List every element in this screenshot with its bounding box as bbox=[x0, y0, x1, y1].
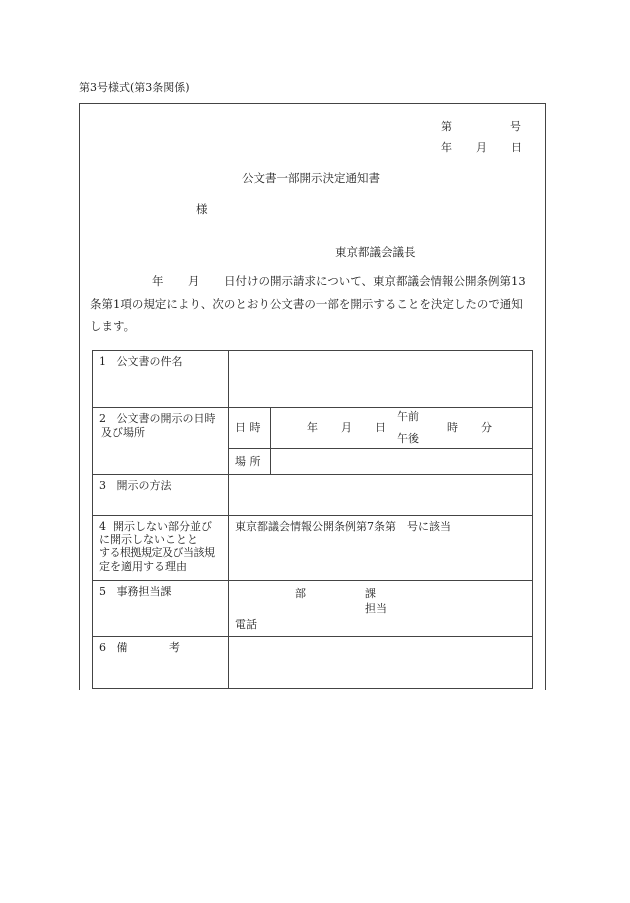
table-row bbox=[93, 581, 533, 637]
table-row bbox=[93, 351, 533, 408]
reason-label-line2: に開示しないことと bbox=[99, 533, 198, 547]
subject-value[interactable] bbox=[229, 351, 533, 408]
section-suffix: 課 bbox=[365, 587, 376, 600]
dt-hour: 時 bbox=[447, 421, 458, 434]
method-value[interactable] bbox=[229, 475, 533, 516]
dt-am: 午前 bbox=[397, 410, 419, 423]
reason-label-line3: する根拠規定及び当該規 bbox=[99, 546, 215, 560]
table-row bbox=[93, 637, 533, 689]
method-label: 開示の方法 bbox=[116, 479, 172, 492]
reason-text: 東京都議会情報公開条例第7条第 号に該当 bbox=[235, 520, 451, 533]
date-year: 年 bbox=[441, 141, 452, 154]
place-label: 場 所 bbox=[235, 454, 261, 468]
addressee-suffix: 様 bbox=[196, 202, 208, 216]
remarks-label-b: 考 bbox=[169, 641, 180, 654]
datetime-label-cell bbox=[229, 408, 271, 449]
row1-label bbox=[93, 351, 229, 408]
contact-dept-value[interactable] bbox=[229, 581, 533, 637]
row-number: 4 bbox=[99, 520, 106, 533]
dt-pm: 午後 bbox=[397, 432, 419, 445]
reason-label-line4: 定を適用する理由 bbox=[99, 559, 187, 573]
datetime-place-label-b: 及び場所 bbox=[101, 425, 145, 439]
row3-label bbox=[93, 475, 229, 516]
row-number: 6 bbox=[99, 641, 106, 654]
dt-year: 年 bbox=[307, 421, 318, 434]
table-row bbox=[93, 475, 533, 516]
body-line2: 条第1項の規定により、次のとおり公文書の一部を開示することを決定したので通知 bbox=[90, 297, 523, 311]
phone-label: 電話 bbox=[235, 618, 257, 631]
contact-dept-label: 事務担当課 bbox=[116, 585, 172, 598]
body-month: 月 bbox=[188, 274, 200, 288]
remarks-value[interactable] bbox=[229, 637, 533, 689]
datetime-place-label-a: 公文書の開示の日時 bbox=[116, 412, 216, 425]
remarks-label-a: 備 bbox=[116, 641, 128, 654]
date-month: 月 bbox=[476, 141, 487, 154]
form-number: 第3号様式(第3条関係) bbox=[79, 81, 190, 94]
table-row bbox=[93, 516, 533, 581]
dept-suffix: 部 bbox=[295, 587, 306, 600]
disclosure-table bbox=[92, 350, 533, 689]
body-year: 年 bbox=[152, 274, 164, 288]
reason-label-line1: 開示しない部分並び bbox=[113, 520, 212, 533]
datetime-label: 日 時 bbox=[235, 421, 261, 435]
datetime-value[interactable] bbox=[271, 408, 533, 449]
place-label-cell bbox=[229, 449, 271, 475]
date-day: 日 bbox=[511, 141, 522, 154]
row2-label bbox=[93, 408, 229, 475]
body-line1: 日付けの開示請求について、東京都議会情報公開条例第13 bbox=[224, 274, 526, 288]
body-line3: します。 bbox=[90, 319, 136, 333]
doc-number-prefix: 第 bbox=[441, 120, 452, 133]
row5-label bbox=[93, 581, 229, 637]
row4-label bbox=[93, 516, 229, 581]
frame-cover bbox=[70, 690, 560, 903]
row-number: 1 bbox=[99, 355, 106, 368]
dt-month: 月 bbox=[341, 421, 352, 434]
row6-label bbox=[93, 637, 229, 689]
document-title: 公文書一部開示決定通知書 bbox=[242, 171, 380, 185]
doc-number-suffix: 号 bbox=[510, 120, 521, 133]
row-number: 3 bbox=[99, 479, 106, 492]
row-number: 5 bbox=[99, 585, 106, 598]
reason-value[interactable] bbox=[229, 516, 533, 581]
table-row bbox=[93, 408, 533, 449]
issuer-name: 東京都議会議長 bbox=[335, 245, 416, 259]
person-suffix: 担当 bbox=[365, 602, 387, 615]
subject-label: 公文書の件名 bbox=[116, 355, 183, 368]
row-number: 2 bbox=[99, 412, 106, 425]
dt-day: 日 bbox=[375, 421, 386, 434]
dt-minute: 分 bbox=[481, 421, 492, 434]
place-value[interactable] bbox=[271, 449, 533, 475]
